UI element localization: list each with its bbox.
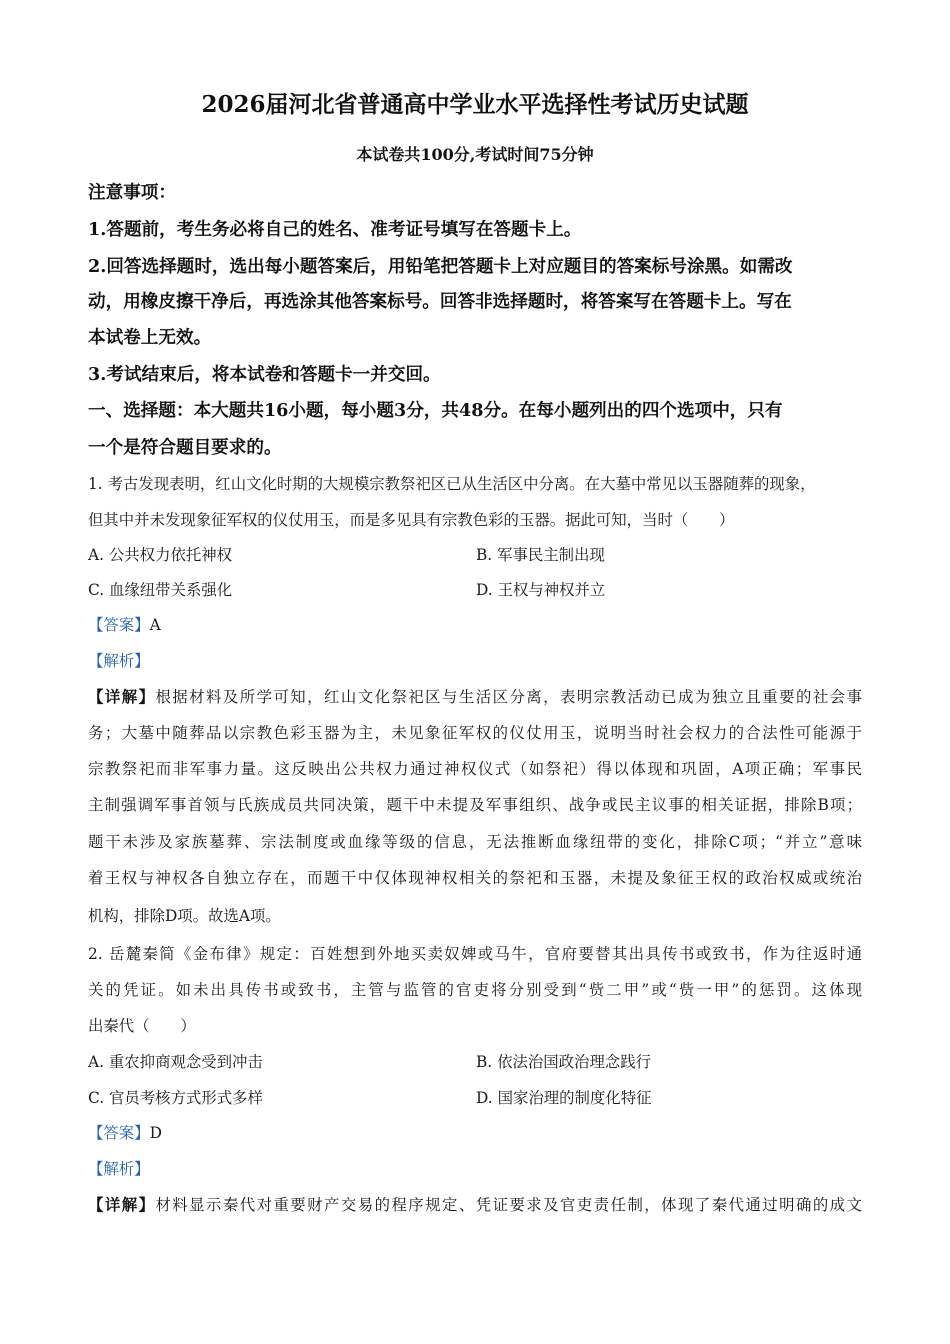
question-2-stem: 关的凭证。如未出具传书或致书，主管与监管的官吏将分别受到“赀二甲”或“赀一甲”的惩罚。这体现 [88,981,862,999]
question-1-stem: 但其中并未发现象征军权的仪仗用玉，而是多见具有宗教色彩的玉器。据此可知，当时（ ） [88,511,735,529]
answer-value: D [149,1124,162,1142]
notice-item: 1.答题前，考生务必将自己的姓名、准考证号填写在答题卡上。 [88,219,582,240]
question-1-detail: 着王权与神权各自独立存在，而题干中仅体现神权相关的祭祀和玉器，未提及象征王权的政治权威或统治 [88,869,862,887]
question-1-detail: 宗教祭祀而非军事力量。这反映出公共权力通过神权仪式（如祭祀）得以体现和巩固，A项正确；军事民 [88,760,862,778]
question-2-option-a: A. 重农抑商观念受到冲击 [88,1053,263,1071]
question-1-stem: 1. 考古发现表明，红山文化时期的大规模宗教祭祀区已从生活区中分离。在大墓中常见以玉器随葬的现象， [88,475,816,493]
question-1-option-b: B. 军事民主制出现 [476,546,605,564]
detail-text: 材料显示秦代对重要财产交易的程序规定、凭证要求及官吏责任制，体现了秦代通过明确的成文 [155,1196,862,1214]
detail-tag: 【详解】 [88,1196,156,1214]
answer-tag: 【答案】 [88,616,150,634]
question-1-detail: 机构，排除D项。故选A项。 [88,907,281,925]
answer-value: A [149,616,161,634]
answer-tag: 【答案】 [88,1124,150,1142]
question-2-analysis [88,1157,150,1181]
question-1-option-d: D. 王权与神权并立 [476,581,606,599]
question-2-option-c: C. 官员考核方式形式多样 [88,1089,263,1107]
question-1-answer [88,613,161,637]
question-1-option-a: A. 公共权力依托神权 [88,546,233,564]
question-2-detail [88,1193,862,1217]
question-2-option-d: D. 国家治理的制度化特征 [476,1089,652,1107]
question-2-stem: 出秦代（ ） [88,1017,196,1035]
question-1-analysis [88,649,150,673]
section-heading-cont: 一个是符合题目要求的。 [88,437,282,458]
question-1-detail [88,685,862,709]
analysis-tag: 【解析】 [88,1160,150,1178]
notice-item: 3.考试结束后，将本试卷和答题卡一并交回。 [88,364,441,385]
question-2-option-b: B. 依法治国政治理念践行 [476,1053,652,1071]
page-title: 2026届河北省普通高中学业水平选择性考试历史试题 [201,91,749,118]
analysis-tag: 【解析】 [88,652,150,670]
question-2-answer [88,1121,162,1145]
notice-heading: 注意事项： [88,182,176,203]
detail-text: 根据材料及所学可知，红山文化祭祀区与生活区分离，表明宗教活动已成为独立且重要的社会事 [155,688,862,706]
question-1-detail: 题干未涉及家族墓葬、宗法制度或血缘等级的信息，无法推断血缘纽带的变化，排除C项；“并立”意味 [88,833,862,851]
question-2-stem: 2. 岳麓秦简《金布律》规定：百姓想到外地买卖奴婢或马牛，官府要替其出具传书或致书，作为往返时通 [88,945,862,963]
notice-item: 本试卷上无效。 [88,327,212,348]
exam-info: 本试卷共100分,考试时间75分钟 [356,145,594,164]
detail-tag: 【详解】 [88,688,156,706]
question-1-detail: 主制强调军事首领与氏族成员共同决策，题干中未提及军事组织、战争或民主议事的相关证据，排除B项； [88,796,862,814]
notice-item: 动，用橡皮擦干净后，再选涂其他答案标号。回答非选择题时，将答案写在答题卡上。写在 [88,291,792,312]
question-1-detail: 务；大墓中随葬品以宗教色彩玉器为主，未见象征军权的仪仗用玉，说明当时社会权力的合法性可能源于 [88,724,862,742]
section-heading: 一、选择题：本大题共16小题，每小题3分，共48分。在每小题列出的四个选项中，只有 [88,400,783,421]
question-1-option-c: C. 血缘纽带关系强化 [88,581,233,599]
notice-item: 2.回答选择题时，选出每小题答案后，用铅笔把答题卡上对应题目的答案标号涂黑。如需改 [88,256,793,277]
